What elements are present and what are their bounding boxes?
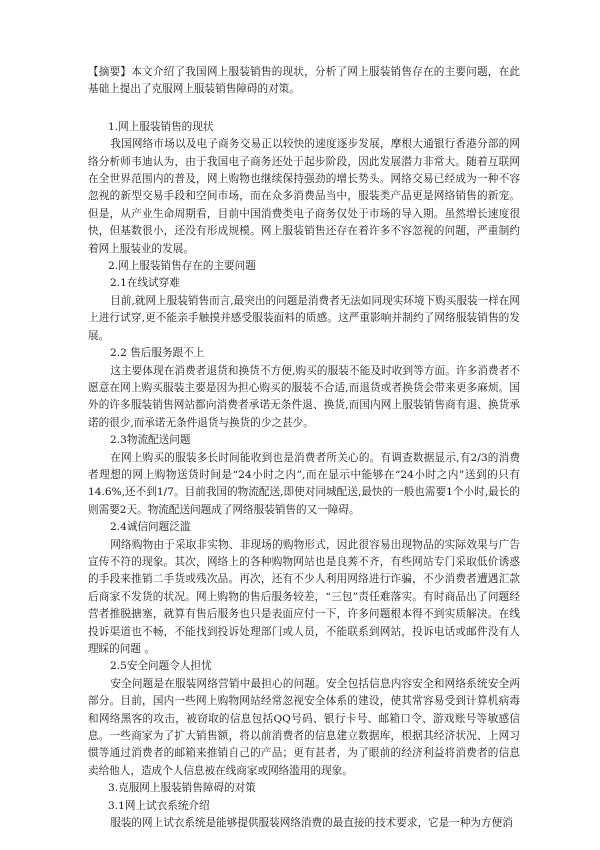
section-2-2-heading: 2.2 售后服务跟不上 [110,347,205,360]
section-2-2-paragraph: 这主要体现在消费者退货和换货不方便,购买的服装不能及时收到等方面。许多消费者不愿意在网上购买服装主要是因为担心购买的服装不合适,而退货或者换货会带来更多麻烦。国外的许多服装销售网站都向消费者承诺无条件退、换货,而国内网上服装销售商有退、换货承诺的很少,而承诺无条件退货与换货的少之甚少。 [88,364,520,429]
section-2-4-paragraph: 网络购物由于采取非实物、非现场的购物形式，因此很容易出现物品的实际效果与广告宣传不符的现象。其次，网络上的各种购物网站也是良莠不齐，有些网站专门采取低价诱惑的手段来推销二手货或残次品。再次，还有不少人利用网络进行诈骗，不少消费者遭遇汇款后商家不发货的状况。网上购物的售后服务较差，“三包”责任难落实。有时商品出了问题经营者推脱搪塞，就算有售后服务也只是表面应付一下，许多问题根本得不到实质解决。在线投诉渠道也不畅，不能找到投诉处理部门或人员，不能联系到网站，投诉电话或邮件没有人理睬的问题 。 [88,538,520,655]
section-2-5-paragraph: 安全问题是在服装网络营销中最担心的问题。安全包括信息内容安全和网络系统安全两部分。目前，国内一些网上购物网站经常忽视安全体系的建设，使其常容易受到计算机病毒和网络黑客的攻击，被窃取的信息包括QQ号码、银行卡号、邮箱口令、游戏账号等敏感信息。一些商家为了扩大销售额，将以前消费者的信息建立数据库，根据其经济状况、上网习惯等通过消费者的邮箱来推销自己的产品；更有甚者，为了眼前的经济利益将消费者的信息卖给他人，造成个人信息被在线商家或网络滥用的现象。 [88,677,520,777]
section-3-1-paragraph: 服装的网上试衣系统是能够提供服装网络消费的最直接的技术要求，它是一种为方便消 [110,817,513,830]
section-2-3-heading: 2.3物流配送问题 [110,434,191,447]
section-1-heading: 1.网上服装销售的现状 [108,120,214,133]
abstract-paragraph: 【摘要】本文介绍了我国网上服装销售的现状，分析了网上服装销售存在的主要问题，在此基础上提出了克服网上服装销售障碍的对策。 [88,66,520,96]
document-page [88,64,520,832]
section-2-5-heading: 2.5安全问题令人担忧 [110,660,212,673]
section-2-1-heading: 2.1在线试穿难 [110,277,180,290]
section-3-1-heading: 3.1网上试衣系统介绍 [108,799,210,812]
section-2-heading: 2.网上服装销售存在的主要问题 [108,260,256,273]
section-1-paragraph: 我国网络市场以及电子商务交易正以较快的速度逐步发展，摩根大通银行香港分部的网络分析师韦迪认为，由于我国电子商务还处于起步阶段，因此发展潜力非常大。随着互联网在全世界范围内的普及，网上购物也继续保持强劲的增长势头。网络交易已经成为一种不容忽视的新型交易手段和空间市场，而在众多消费品当中，服装类产品更是网络销售的新宠。但是，从产业生命周期看，目前中国消费类电子商务仅处于市场的导入期。虽然增长速度很快，但基数很小，还没有形成规模。网上服装销售还存在着许多不容忽视的问题，严重制约着网上服装业的发展。 [88,138,520,255]
section-2-1-paragraph: 目前,就网上服装销售而言,最突出的问题是消费者无法如同现实环境下购买服装一样在网上进行试穿,更不能亲手触摸并感受服装面料的质感。这严重影响并制约了网络服装销售的发展。 [88,294,520,342]
section-2-3-paragraph: 在网上购买的服装多长时间能收到也是消费者所关心的。有调查数据显示,有2/3的消费者理想的网上购物送货时间是“24小时之内”,而在显示中能够在“24小时之内”送到的只有14.6%,还不到1/7。目前我国的物流配送,即使对同城配送,最快的一般也需要1个小时,最长的则需要2天。物流配送问题成了网络服装销售的又一障碍。 [88,451,520,516]
section-2-4-heading: 2.4诚信问题泛滥 [110,521,191,534]
section-3-heading: 3.克服网上服装销售障碍的对策 [108,782,256,795]
